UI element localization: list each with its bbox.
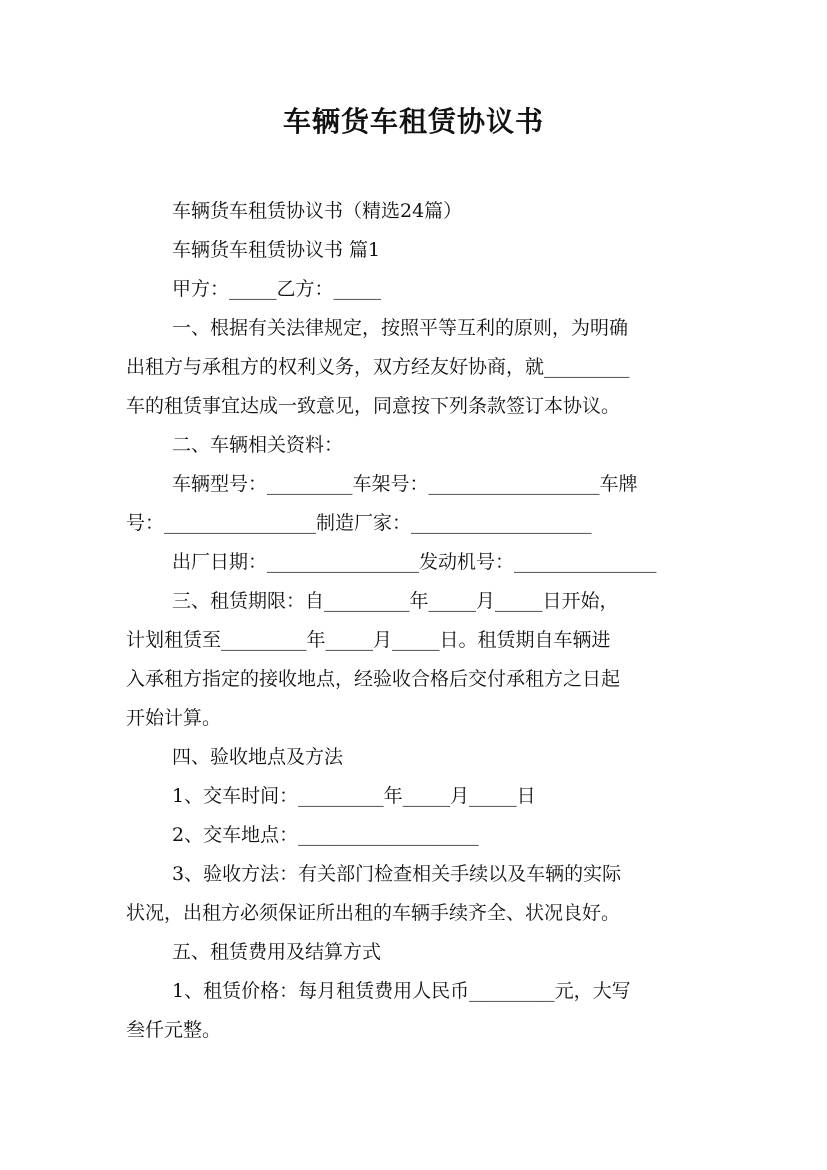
- paragraph-line: 计划租赁至_________年_____月_____日。租赁期自车辆进: [126, 629, 611, 651]
- paragraph-line: 车辆型号：_________车架号：__________________车牌: [172, 473, 638, 495]
- paragraph-line: 号：________________制造厂家：___________________: [126, 512, 592, 534]
- paragraph-line: 1、交车时间：_________年_____月_____日: [172, 785, 536, 807]
- paragraph-line: 2、交车地点：___________________: [172, 824, 479, 846]
- paragraph-line: 3、验收方法：有关部门检查相关手续以及车辆的实际: [172, 863, 622, 885]
- parties-line: 甲方：_____乙方：_____: [172, 278, 382, 300]
- paragraph-line: 入承租方指定的接收地点，经验收合格后交付承租方之日起: [126, 668, 621, 690]
- paragraph-line: 出厂日期：________________发动机号：_______________: [172, 551, 657, 573]
- paragraph-line: 一、根据有关法律规定，按照平等互利的原则，为明确: [172, 317, 629, 339]
- document-title: 车辆货车租赁协议书: [282, 105, 544, 138]
- clause-heading-line: 四、验收地点及方法: [172, 746, 344, 768]
- section-heading-line: 车辆货车租赁协议书 篇1: [172, 239, 381, 261]
- clause-heading-line: 五、租赁费用及结算方式: [172, 941, 382, 963]
- subtitle-line: 车辆货车租赁协议书（精选24篇）: [172, 200, 463, 222]
- paragraph-line: 出租方与承租方的权利义务，双方经友好协商，就_________: [126, 356, 630, 378]
- clause-heading-line: 二、车辆相关资料：: [172, 434, 344, 456]
- paragraph-line: 车的租赁事宜达成一致意见，同意按下列条款签订本协议。: [126, 395, 621, 417]
- paragraph-line: 状况，出租方必须保证所出租的车辆手续齐全、状况良好。: [126, 902, 621, 924]
- paragraph-line: 1、租赁价格：每月租赁费用人民币_________元，大写: [172, 980, 631, 1002]
- paragraph-line: 叁仟元整。: [126, 1019, 222, 1041]
- paragraph-line: 三、租赁期限：自_________年_____月_____日开始，: [172, 590, 619, 612]
- paragraph-line: 开始计算。: [126, 707, 222, 729]
